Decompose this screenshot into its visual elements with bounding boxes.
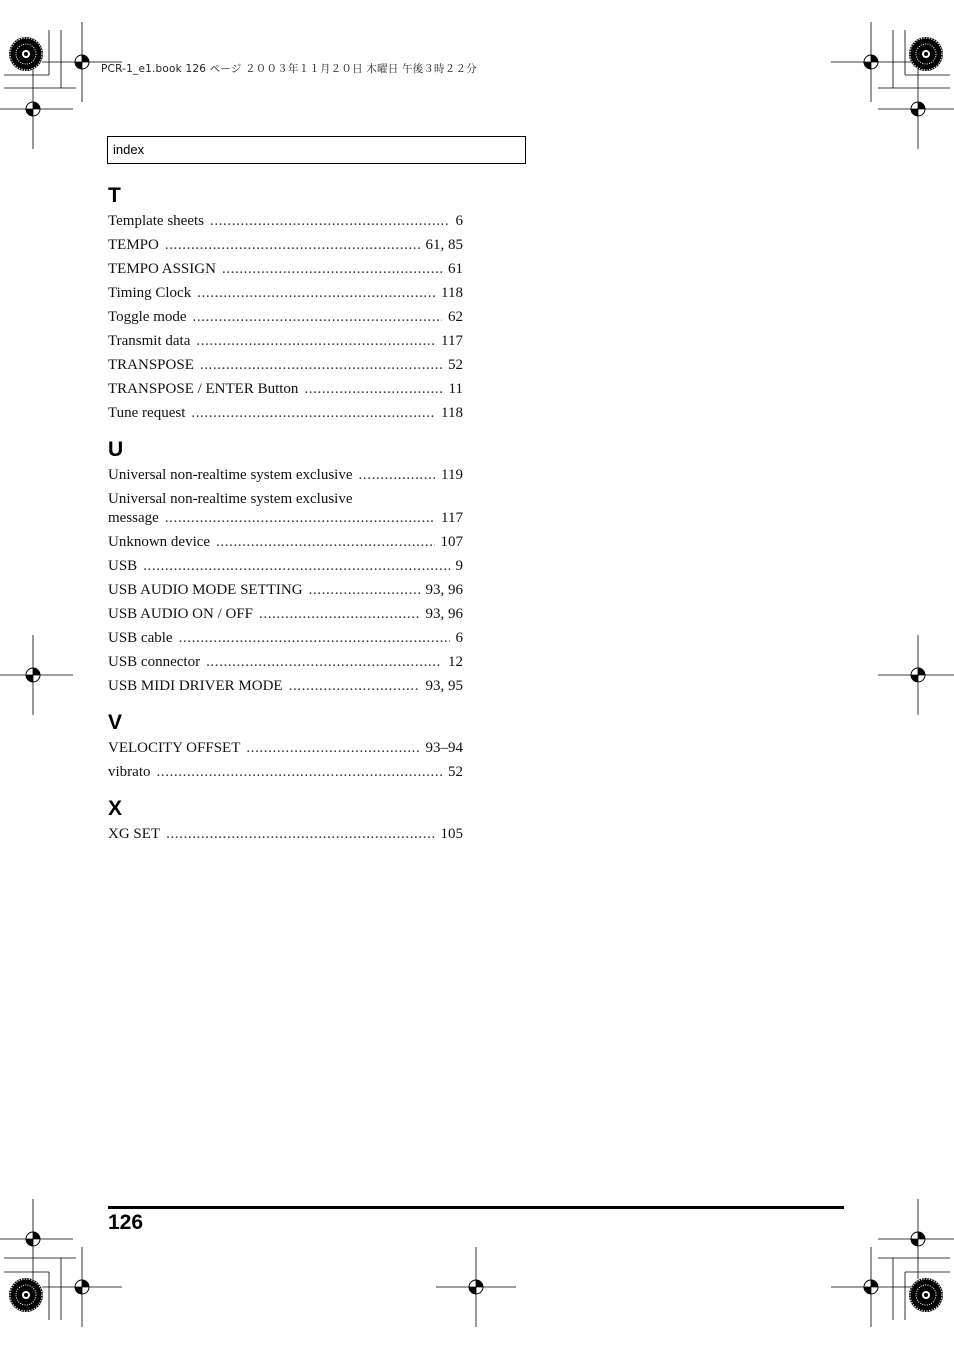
index-entry: TEMPO ..... 61, 85 bbox=[108, 233, 463, 257]
index-entry: Unknown device ..... 107 bbox=[108, 530, 463, 554]
index-entry: USB ..... 9 bbox=[108, 554, 463, 578]
print-header: PCR-1_e1.book 126 ページ ２００３年１１月２０日 木曜日 午後３時２２分 bbox=[101, 63, 477, 75]
index-entry: Transmit data ..... 117 bbox=[108, 329, 463, 353]
index-entry: Timing Clock ..... 118 bbox=[108, 281, 463, 305]
index-letter-x: X bbox=[108, 797, 123, 820]
index-letter-t: T bbox=[108, 184, 121, 207]
index-entry: USB AUDIO MODE SETTING ..... 93, 96 bbox=[108, 578, 463, 602]
index-entry: TRANSPOSE ..... 52 bbox=[108, 353, 463, 377]
index-letter-u: U bbox=[108, 438, 124, 461]
index-entry: TEMPO ASSIGN ..... 61 bbox=[108, 257, 463, 281]
index-entry: USB AUDIO ON / OFF ..... 93, 96 bbox=[108, 602, 463, 626]
index-entry: TRANSPOSE / ENTER Button ..... 11 bbox=[108, 377, 463, 401]
section-title-box bbox=[107, 136, 526, 164]
page-number: 126 bbox=[108, 1211, 144, 1234]
footer-rule bbox=[108, 1206, 844, 1209]
index-list bbox=[108, 182, 463, 846]
index-entry: VELOCITY OFFSET ..... 93–94 bbox=[108, 736, 463, 760]
index-entry: USB cable ..... 6 bbox=[108, 626, 463, 650]
index-entry: Toggle mode ..... 62 bbox=[108, 305, 463, 329]
index-entry: XG SET ..... 105 bbox=[108, 822, 463, 846]
index-entry: Tune request ..... 118 bbox=[108, 401, 463, 425]
index-entry: USB MIDI DRIVER MODE ..... 93, 95 bbox=[108, 674, 463, 698]
index-entry: Universal non-realtime system exclusive message ..... 117 bbox=[108, 490, 463, 528]
index-entry: USB connector ..... 12 bbox=[108, 650, 463, 674]
index-entry: vibrato ..... 52 bbox=[108, 760, 463, 784]
index-entry: Universal non-realtime system exclusive ..... 119 bbox=[108, 463, 463, 487]
index-entry: Template sheets ..... 6 bbox=[108, 209, 463, 233]
index-letter-v: V bbox=[108, 711, 123, 734]
section-title: index bbox=[113, 142, 145, 157]
